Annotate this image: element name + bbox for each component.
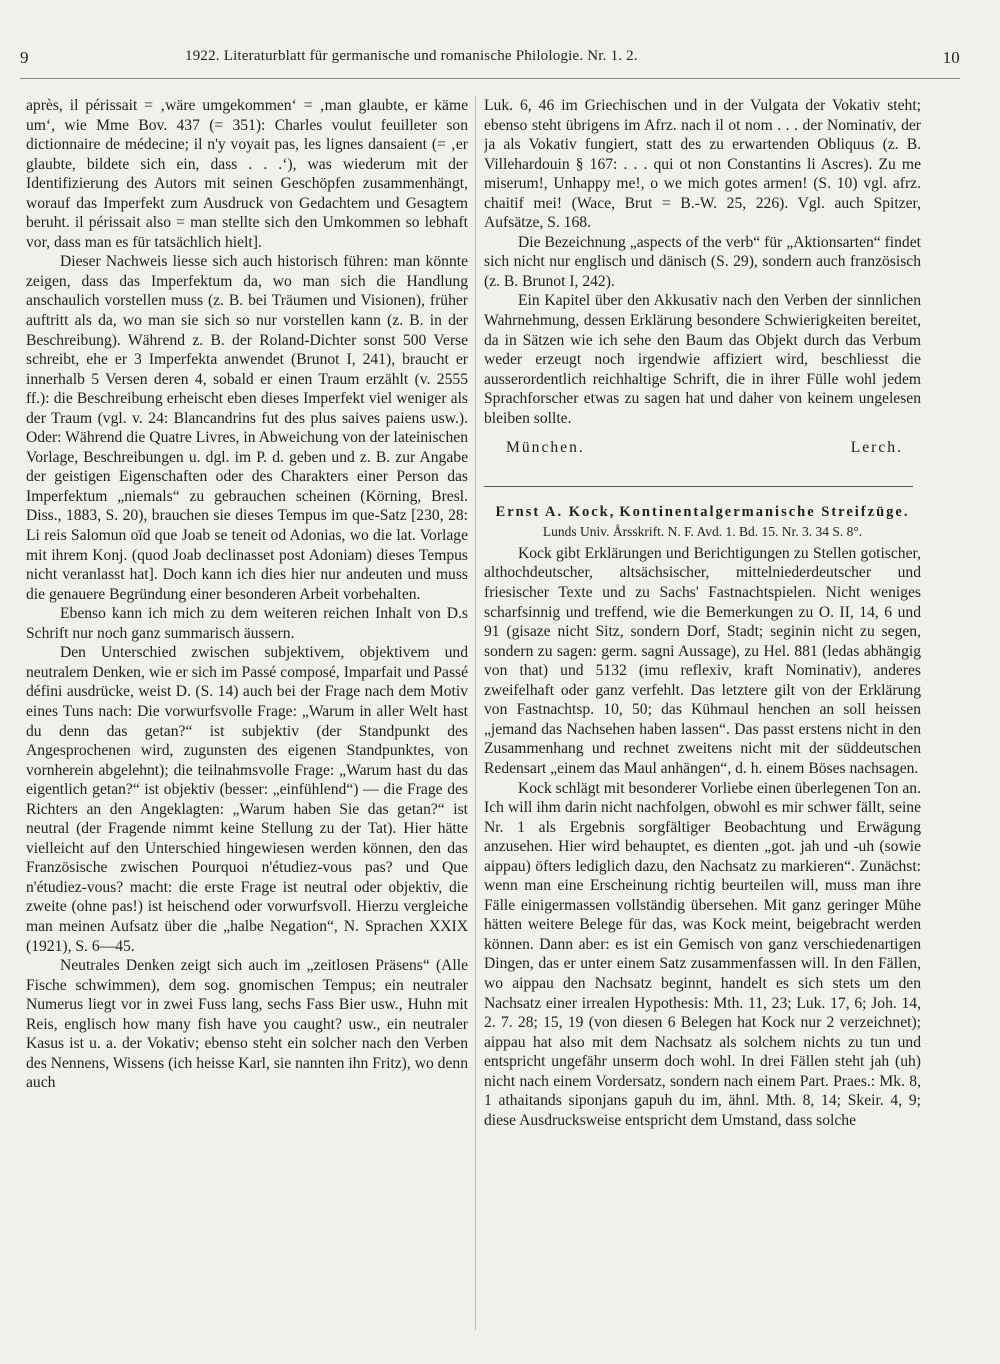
- left-column: [26, 96, 468, 1330]
- review-signature: [484, 438, 921, 458]
- right-column: [484, 96, 921, 1330]
- paragraph: après, il périssait = ‚wäre umgekommen‘ = ‚man glaubte, er käme um‘, wie Mme Bov. 437 (= 351): Charles voulut feuilleter son dictionnaire de médecine; il n'y voyait pas, les lignes dansaient (= ‚er glaubte, bildete sich ein, dass . . .‘), was wiederum mit der Identifizierung des Autors mit seinen Geschöpfen zusammenhängt, worauf das Imperfekt zum Ausdruck von Gedachtem und Gesagtem beruht. il périssait also = man stellte sich den Umkommen so lebhaft vor, dass man es für tatsächlich hielt].: [26, 97, 468, 251]
- page-number-left: 9: [20, 48, 29, 67]
- review-author: Ernst A. Kock,: [495, 503, 616, 520]
- review-title: Kontinentalgermanische Streifzüge.: [619, 503, 910, 520]
- review-heading: [484, 503, 921, 523]
- running-header: [20, 48, 960, 78]
- paragraph: Die Bezeichnung „aspects of the verb“ für „Aktionsarten“ findet sich nicht nur englisch und dänisch (S. 29), sondern auch französisch (z. B. Brunot I, 242).: [484, 233, 921, 290]
- paragraph: Neutrales Denken zeigt sich auch im „zeitlosen Präsens“ (Alle Fische schwimmen), dem sog. gnomischen Tempus; ein neutraler Numerus liegt vor in zwei Fuss lang, sechs Fass Bier usw., Huhn mit Reis, englisch how many fish have you caught? usw., ein neutraler Kasus ist u. a. der Vokativ; ebenso steht ein solcher nach den Verben des Nennens, Wissens (ich heisse Karl, sie nannten ihn Fritz), wo denn auch: [26, 957, 468, 1092]
- column-divider: [475, 96, 476, 1330]
- paragraph: Ebenso kann ich mich zu dem weiteren reichen Inhalt von D.s Schrift nur noch ganz summarisch äussern.: [26, 605, 468, 642]
- signature-name: Lerch.: [850, 439, 903, 457]
- paragraph: Kock gibt Erklärungen und Berichtigungen zu Stellen gotischer, althochdeutscher, altsächsischer, mittelniederdeutscher und friesischer Texte und zu Sachs' Fastnachtspielen. Nicht weniges scharfsinnig und treffend, wie die Bemerkungen zu O. II, 14, 6 und 91 (gisaze nicht Sitz, sondern Dorf, Stadt; seginin nicht zu segen, sondern zu sagen: germ. sagni Aussage), zu Hel. 881 (ledas abhängig von that) und 5132 (imu reflexiv, kraft Nominativ), anderes zweifelhaft oder ganz verfehlt. Das letztere gilt von der Erklärung von Fastnachtsp. 10, 50; das Kühmaul henchen an soll heissen „jemand das Nachsehen haben lassen“. Das passt erstens nicht in den Zusammenhang und rechnet zweitens nicht mit der süddeutschen Redensart „einem das Maul anhängen“, d. h. einem Böses nachsagen.: [484, 544, 921, 777]
- signature-place: München.: [506, 439, 585, 457]
- page-number-right: 10: [942, 48, 960, 67]
- paragraph: Ein Kapitel über den Akkusativ nach den Verben der sinnlichen Wahrnehmung, dessen Erklärung besondere Schwierigkeiten bereitet, da in Sätzen wie ich sehe den Baum das Objekt durch das Verbum weder erzeugt noch irgendwie affiziert wird, beschliesst die ausserordentlich reichhaltige Schrift, die in ihrer Fülle wohl jedem Sprachforscher etwas zu sagen hat und daher von keinem ungelesen bleiben sollte.: [484, 292, 921, 427]
- paragraph: Den Unterschied zwischen subjektivem, objektivem und neutralem Denken, wie er sich im Passé composé, Imparfait und Passé défini ausdrücke, weist D. (S. 14) auch bei der Frage nach dem Motiv eines Tuns nach: Die vorwurfsvolle Frage: „Warum in aller Welt hast du denn das getan?“ ist subjektiv (der Standpunkt des Angesprochenen wird, zugunsten des eigenen Standpunktes, von vornherein abgelehnt); die teilnahmsvolle Frage: „Warum hast du das eigentlich getan?“ ist objektiv (besser: „einfühlend“) — die Frage des Richters an den Angeklagten: „Warum haben Sie das getan?“ ist neutral (der Fragende nimmt keine Stellung zu der Tat). Hier hätte vielleicht auf den Unterschied hingewiesen werden können, den das Französische zwischen Pourquoi n'étudiez-vous pas? und Que n'étudiez-vous? macht: die erste Frage ist neutral oder objektiv, die zweite (ohne pas!) ist heischend oder vorwurfsvoll. Hierzu vergleiche man meinen Aufsatz über die „halbe Negation“, N. Sprachen XXIX (1921), S. 6—45.: [26, 644, 468, 955]
- running-title: 1922. Literaturblatt für germanische und romanische Philologie. Nr. 1. 2.: [185, 48, 638, 64]
- paragraph: Kock schlägt mit besonderer Vorliebe einen überlegenen Ton an. Ich will ihm darin nicht nachfolgen, obwohl es mir schwer fällt, seine Nr. 1 als Ergebnis sorgfältiger Beobachtung und Erwägung anzusehen. Hier wird behauptet, es dienten „got. jah und -uh (sowie aippau) öfters lediglich dazu, den Nachsatz zu markieren“. Zunächst: wenn man eine Erscheinung richtig beurteilen will, muss man ihre Fälle einigermassen vollständig übersehen. Mit ganz geringer Mühe hätten weitere Belege für das, was Kock meint, beigebracht werden können. Dann aber: es ist ein Gemisch von ganz verschiedenartigen Dingen, das er unter einem Satz zusammenfassen will. In den Fällen, wo aippau den Nachsatz beginnt, handelt es sich stets um den Nachsatz einer irrealen Hypothesis: Mth. 11, 23; Luk. 17, 6; Joh. 14, 2. 7. 28; 15, 19 (von diesen 6 Belegen hat Kock nur 2 verzeichnet); aippau hat also mit dem Nachsatz als solchem nichts zu tun und entspricht ungefähr unserm doch wohl. In drei Fällen steht jah (uh) nicht nach einem Vordersatz, sondern nach einem Part. Praes.: Mk. 8, 1 athaitands siponjans gapuh du im, ähnl. Mth. 8, 14; Skeir. 4, 9; diese Ausdrucksweise entspricht dem Umstand, dass solche: [484, 779, 921, 1129]
- header-rule: [20, 78, 960, 79]
- paragraph: Dieser Nachweis liesse sich auch historisch führen: man könnte zeigen, dass das Imperfektum da, wo man sich die Handlung anschaulich vorstellen muss (z. B. bei Träumen und Visionen), früher auftritt als da, wo man sie sich so nur vorstellen kann (z. B. in der Beschreibung). Während z. B. der Roland-Dichter sonst 500 Verse schreibt, ehe er 3 Imperfekta anwendet (Brunot I, 241), braucht er innerhalb 5 Versen deren 4, sobald er einen Traum erzählt (v. 2555 ff.): die Beschreibung erheischt eben dieses Imperfekt viel weniger als der Traum (vgl. v. 24: Blancandrins fut des plus saives paiens usw.). Oder: Während die Quatre Livres, in Abweichung von der lateinischen Vorlage, Beschreibungen u. dgl. im P. d. geben und z. B. zur Angabe der geistigen Eigenschaften oder des Charakters einer Person das Imperfektum „niemals“ zu gebrauchen scheinen (Körning, Bresl. Diss., 1883, S. 20), brauchen sie dieses Tempus im que-Satz [230, 28: Li reis Salomun oïd que Joab se teneit od Adonias, wo die lat. Vorlage mit ihrem Konj. (quod Joab declinasset post Adoniam) dieses Tempus nicht veranlasst hat]. Doch kann ich dies hier nur andeuten und muss die genauere Begründung einer besonderen Arbeit vorbehalten.: [26, 253, 468, 603]
- section-rule: [484, 486, 913, 487]
- paragraph: Luk. 6, 46 im Griechischen und in der Vulgata der Vokativ steht; ebenso steht übrigens im Afrz. nach il ot nom . . . der Nominativ, der ja als Vokativ fungiert, statt des zu erwartenden Obliquus (z. B. Villehardouin § 167: . . . qui ot non Constantins li Ascres). Zu me miserum!, Unhappy me!, o we mich gotes armen! (S. 10) vgl. afrz. chaitif mei! (Wace, Brut = B.-W. 25, 226). Vgl. auch Spitzer, Aufsätze, S. 168.: [484, 97, 921, 232]
- review-publication: Lunds Univ. Årsskrift. N. F. Avd. 1. Bd. 15. Nr. 3. 34 S. 8°.: [542, 524, 863, 540]
